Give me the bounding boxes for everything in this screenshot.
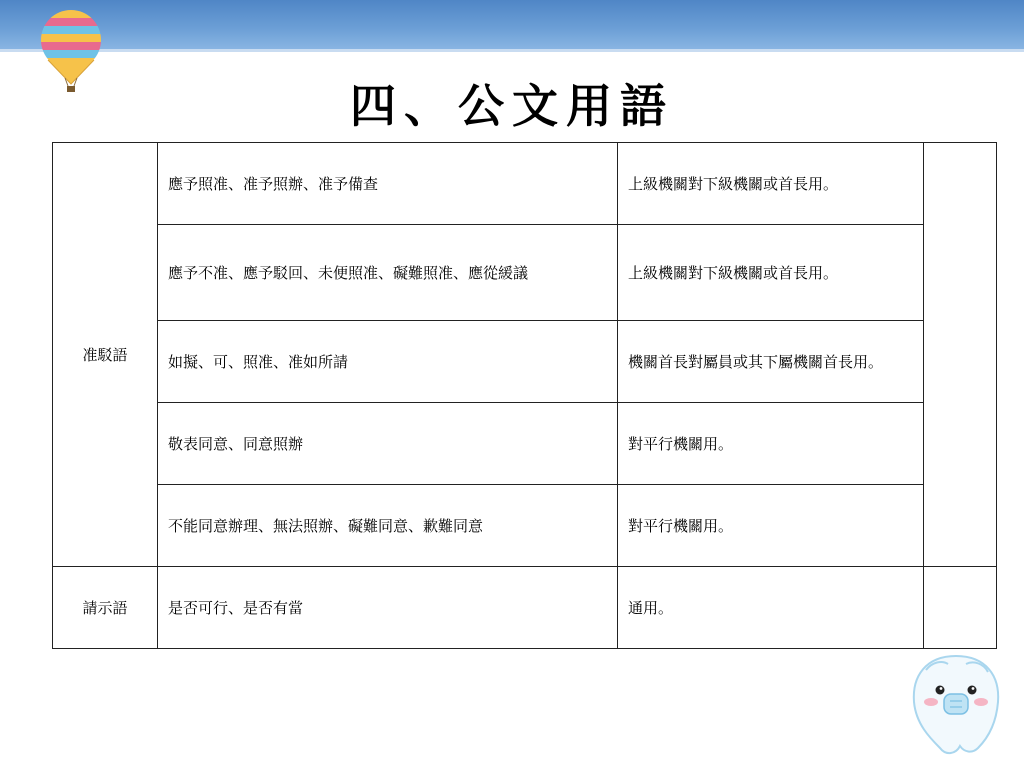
table-row <box>53 567 997 649</box>
usage-cell: 機關首長對屬員或其下屬機關首長用。 <box>618 321 924 403</box>
table-row <box>53 485 997 567</box>
mascot-icon <box>906 648 1006 758</box>
usage-cell: 對平行機關用。 <box>618 485 924 567</box>
term-cell: 應予不准、應予駁回、未便照准、礙難照准、應從緩議 <box>158 225 618 321</box>
usage-cell: 上級機關對下級機關或首長用。 <box>618 143 924 225</box>
category-cell: 請示語 <box>53 567 158 649</box>
table-row <box>53 225 997 321</box>
usage-cell: 通用。 <box>618 567 924 649</box>
table-row <box>53 143 997 225</box>
header-band <box>0 0 1024 52</box>
terms-table <box>52 142 997 649</box>
page-title: 四、公文用語 <box>350 79 674 133</box>
term-cell: 如擬、可、照准、准如所請 <box>158 321 618 403</box>
usage-cell: 上級機關對下級機關或首長用。 <box>618 225 924 321</box>
term-cell: 是否可行、是否有當 <box>158 567 618 649</box>
empty-cell <box>924 143 997 567</box>
table-row <box>53 403 997 485</box>
term-cell: 不能同意辦理、無法照辦、礙難同意、歉難同意 <box>158 485 618 567</box>
term-cell: 應予照准、准予照辦、准予備查 <box>158 143 618 225</box>
term-cell: 敬表同意、同意照辦 <box>158 403 618 485</box>
category-cell: 准駁語 <box>53 143 158 567</box>
empty-cell <box>924 567 997 649</box>
table-row <box>53 321 997 403</box>
usage-cell: 對平行機關用。 <box>618 403 924 485</box>
